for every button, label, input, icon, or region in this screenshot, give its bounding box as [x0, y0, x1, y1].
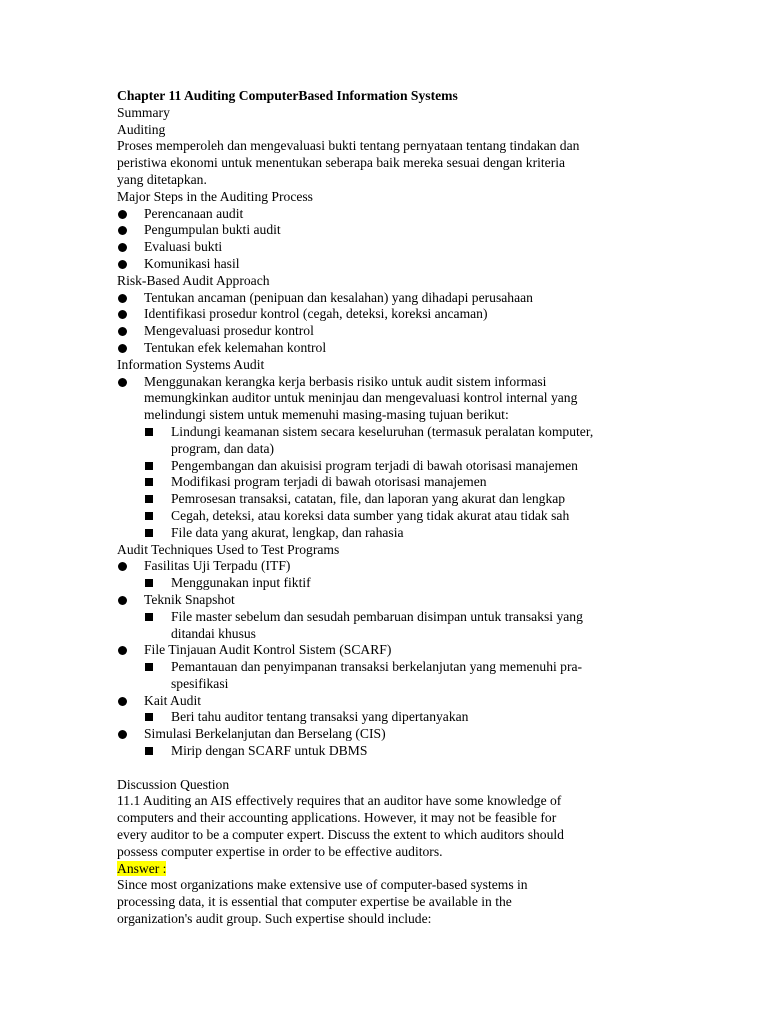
techniques-heading: Audit Techniques Used to Test Programs — [117, 541, 340, 557]
bullet-square-icon — [145, 579, 153, 587]
list-item: Komunikasi hasil — [117, 256, 657, 273]
question-line: computers and their accounting applications. However, it may not be feasible for — [117, 810, 557, 826]
bullet-square-icon — [145, 747, 153, 755]
major-steps-heading: Major Steps in the Auditing Process — [117, 188, 313, 204]
sub-list-item: Mirip dengan SCARF untuk DBMS — [117, 743, 657, 760]
bullet-square-icon — [145, 613, 153, 621]
bullet-dot-icon — [118, 260, 127, 269]
list-item: Pengumpulan bukti audit — [117, 222, 657, 239]
bullet-dot-icon — [118, 226, 127, 235]
sub-list-item-continuation: ditandai khusus — [171, 625, 256, 641]
sub-list-item-continuation: program, dan data) — [171, 440, 275, 456]
question-line: 11.1 Auditing an AIS effectively requires that an auditor have some knowledge of — [117, 793, 562, 809]
summary-label: Summary — [117, 104, 170, 120]
isa-heading: Information Systems Audit — [117, 356, 265, 372]
bullet-dot-icon — [118, 344, 127, 353]
sub-list-item: Cegah, deteksi, atau koreksi data sumber yang tidak akurat atau tidak sah — [117, 508, 657, 525]
list-item: Perencanaan audit — [117, 206, 657, 223]
auditing-definition-line: Proses memperoleh dan mengevaluasi bukti tentang pernyataan tentang tindakan dan — [117, 138, 580, 154]
bullet-square-icon — [145, 478, 153, 486]
bullet-square-icon — [145, 713, 153, 721]
blank-line — [117, 760, 657, 777]
list-item: Tentukan ancaman (penipuan dan kesalahan) yang dihadapi perusahaan — [117, 290, 657, 307]
list-item-continuation: melindungi sistem untuk memenuhi masing-masing tujuan berikut: — [144, 407, 509, 423]
sub-list-item: Beri tahu auditor tentang transaksi yang dipertanyakan — [117, 709, 657, 726]
sub-list-item: Pemantauan dan penyimpanan transaksi berkelanjutan yang memenuhi pra- — [117, 659, 657, 676]
sub-list-item: Menggunakan input fiktif — [117, 575, 657, 592]
bullet-dot-icon — [118, 646, 127, 655]
answer-label: Answer : — [117, 860, 167, 876]
bullet-square-icon — [145, 428, 153, 436]
list-item: Simulasi Berkelanjutan dan Berselang (CIS) — [117, 726, 657, 743]
bullet-dot-icon — [118, 310, 127, 319]
list-item: Menggunakan kerangka kerja berbasis risiko untuk audit sistem informasi — [117, 374, 657, 391]
list-item: Kait Audit — [117, 693, 657, 710]
answer-line: processing data, it is essential that computer expertise be available in the — [117, 894, 512, 910]
bullet-square-icon — [145, 495, 153, 503]
sub-list-item: Pemrosesan transaksi, catatan, file, dan laporan yang akurat dan lengkap — [117, 491, 657, 508]
discussion-heading: Discussion Question — [117, 776, 230, 792]
bullet-dot-icon — [118, 243, 127, 252]
sub-list-item: File data yang akurat, lengkap, dan rahasia — [117, 525, 657, 542]
sub-list-item: Lindungi keamanan sistem secara keseluruhan (termasuk peralatan komputer, — [117, 424, 657, 441]
auditing-definition-line: peristiwa ekonomi untuk menentukan seberapa baik mereka sesuai dengan kriteria — [117, 155, 566, 171]
bullet-dot-icon — [118, 327, 127, 336]
list-item: Evaluasi bukti — [117, 239, 657, 256]
sub-list-item-continuation: spesifikasi — [171, 675, 229, 691]
document-title: Chapter 11 Auditing ComputerBased Information Systems — [117, 88, 458, 103]
list-item: Tentukan efek kelemahan kontrol — [117, 340, 657, 357]
bullet-dot-icon — [118, 378, 127, 387]
bullet-dot-icon — [118, 697, 127, 706]
bullet-square-icon — [145, 512, 153, 520]
question-line: possess computer expertise in order to be effective auditors. — [117, 843, 443, 859]
answer-line: organization's audit group. Such expertise should include: — [117, 911, 432, 927]
answer-label-row — [117, 861, 657, 878]
list-item: Mengevaluasi prosedur kontrol — [117, 323, 657, 340]
bullet-dot-icon — [118, 294, 127, 303]
risk-based-heading: Risk-Based Audit Approach — [117, 272, 270, 288]
bullet-square-icon — [145, 462, 153, 470]
list-item: Fasilitas Uji Terpadu (ITF) — [117, 558, 657, 575]
bullet-dot-icon — [118, 210, 127, 219]
sub-list-item: File master sebelum dan sesudah pembaruan disimpan untuk transaksi yang — [117, 609, 657, 626]
bullet-dot-icon — [118, 730, 127, 739]
bullet-square-icon — [145, 663, 153, 671]
sub-list-item: Modifikasi program terjadi di bawah otorisasi manajemen — [117, 474, 657, 491]
question-line: every auditor to be a computer expert. Discuss the extent to which auditors should — [117, 827, 564, 843]
list-item: Teknik Snapshot — [117, 592, 657, 609]
bullet-dot-icon — [118, 562, 127, 571]
bullet-square-icon — [145, 529, 153, 537]
document-page — [117, 88, 657, 928]
list-item-continuation: memungkinkan auditor untuk meninjau dan mengevaluasi kontrol internal yang — [144, 390, 578, 406]
answer-line: Since most organizations make extensive use of computer-based systems in — [117, 877, 528, 893]
auditing-definition-line: yang ditetapkan. — [117, 171, 207, 187]
list-item: Identifikasi prosedur kontrol (cegah, deteksi, koreksi ancaman) — [117, 306, 657, 323]
auditing-heading: Auditing — [117, 121, 166, 137]
bullet-dot-icon — [118, 596, 127, 605]
list-item: File Tinjauan Audit Kontrol Sistem (SCARF) — [117, 642, 657, 659]
sub-list-item: Pengembangan dan akuisisi program terjadi di bawah otorisasi manajemen — [117, 458, 657, 475]
